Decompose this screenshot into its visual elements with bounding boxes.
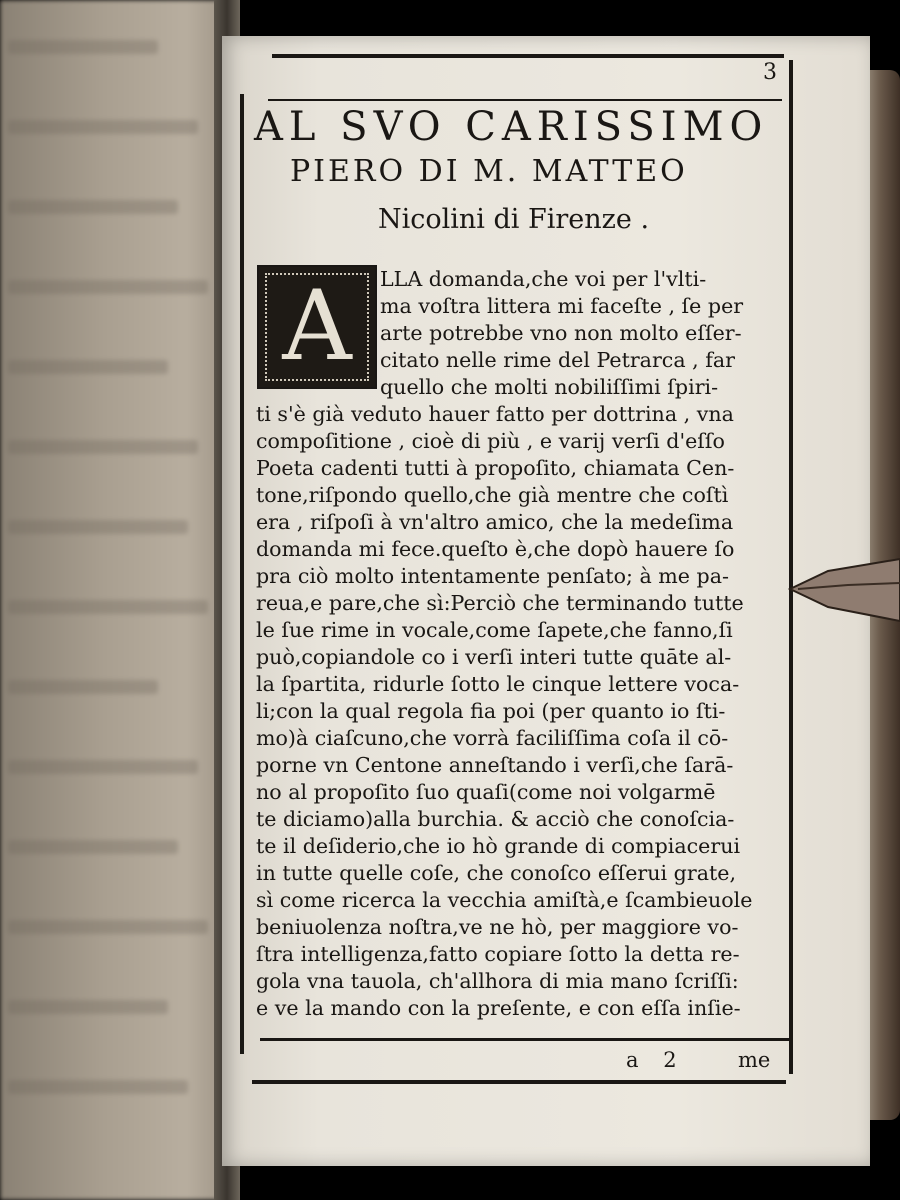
initial-letter: A	[282, 270, 352, 382]
title-line-3: Nicolini di Firenze .	[378, 204, 650, 235]
body-line: pra ciò molto intentamente penſato; à me pa-	[256, 564, 729, 588]
top-border-rule	[272, 54, 784, 58]
header-rule	[268, 99, 782, 101]
body-line: ti s'è già veduto hauer fatto per dottrina , vna	[256, 402, 734, 426]
decorated-initial	[257, 265, 377, 389]
body-line: no al propoſito ſuo quaſi(come noi volgarmē	[256, 780, 716, 804]
body-line: LLA domanda,che voi per l'vlti-	[380, 267, 707, 291]
facing-page-blurred	[0, 0, 232, 1200]
body-line: arte potrebbe vno non molto eſſer-	[380, 321, 742, 345]
body-line: gola vna tauola, ch'allhora di mia mano ſcriſſi:	[256, 969, 739, 993]
body-line: compoſitione , cioè di più , e varij verſi d'eſſo	[256, 429, 725, 453]
left-frame-rule	[240, 94, 244, 1054]
body-line: in tutte quelle coſe, che conoſco eſſerui grate,	[256, 861, 736, 885]
title-line-2: PIERO DI M. MATTEO	[290, 154, 688, 189]
body-line: li;con la qual regola fia poi (per quanto io ſti-	[256, 699, 726, 723]
page-number: 3	[763, 60, 777, 85]
bottom-text-rule	[260, 1038, 790, 1041]
title-line-1: AL SVO CARISSIMO	[254, 104, 769, 150]
body-line: e ve la mando con la preſente, e con eſſa inſie-	[256, 996, 741, 1020]
body-line: mo)à ciaſcuno,che vorrà faciliſſima coſa il cō-	[256, 726, 729, 750]
body-line: quello che molti nobiliſſimi ſpiri-	[380, 375, 719, 399]
body-line: porne vn Centone anneſtando i verſi,che ſarā-	[256, 753, 734, 777]
body-line: sì come ricerca la vecchia amiſtà,e ſcambieuole	[256, 888, 753, 912]
body-line: citato nelle rime del Petrarca , far	[380, 348, 736, 372]
body-line: ma voſtra littera mi faceſte , ſe per	[380, 294, 744, 318]
body-line: beniuolenza noſtra,ve ne hò, per maggiore vo-	[256, 915, 739, 939]
bottom-border-rule	[252, 1080, 786, 1084]
bookmark-ribbon	[788, 555, 900, 625]
body-line: te il deſiderio,che io hò grande di compiacerui	[256, 834, 741, 858]
body-line: Poeta cadenti tutti à propoſito, chiamata Cen-	[256, 456, 735, 480]
body-line: tone,riſpondo quello,che già mentre che coſtì	[256, 483, 729, 507]
body-line: le ſue rime in vocale,come ſapete,che fanno,ſi	[256, 618, 733, 642]
body-line: la ſpartita, ridurle ſotto le cinque lettere voca-	[256, 672, 740, 696]
body-line: era , riſpoſi à vn'altro amico, che la medeſima	[256, 510, 734, 534]
body-line: può,copiandole co i verſi interi tutte quāte al-	[256, 645, 732, 669]
body-line: ſtra intelligenza,fatto copiare ſotto la detta re-	[256, 942, 740, 966]
body-line: te diciamo)alla burchia. & acciò che conoſcia-	[256, 807, 735, 831]
catchword: me	[738, 1048, 771, 1072]
body-line: reua,e pare,che sì:Perciò che terminando tutte	[256, 591, 744, 615]
signature-mark: a 2	[626, 1048, 677, 1072]
body-line: domanda mi fece.queſto è,che dopò hauere ſo	[256, 537, 735, 561]
